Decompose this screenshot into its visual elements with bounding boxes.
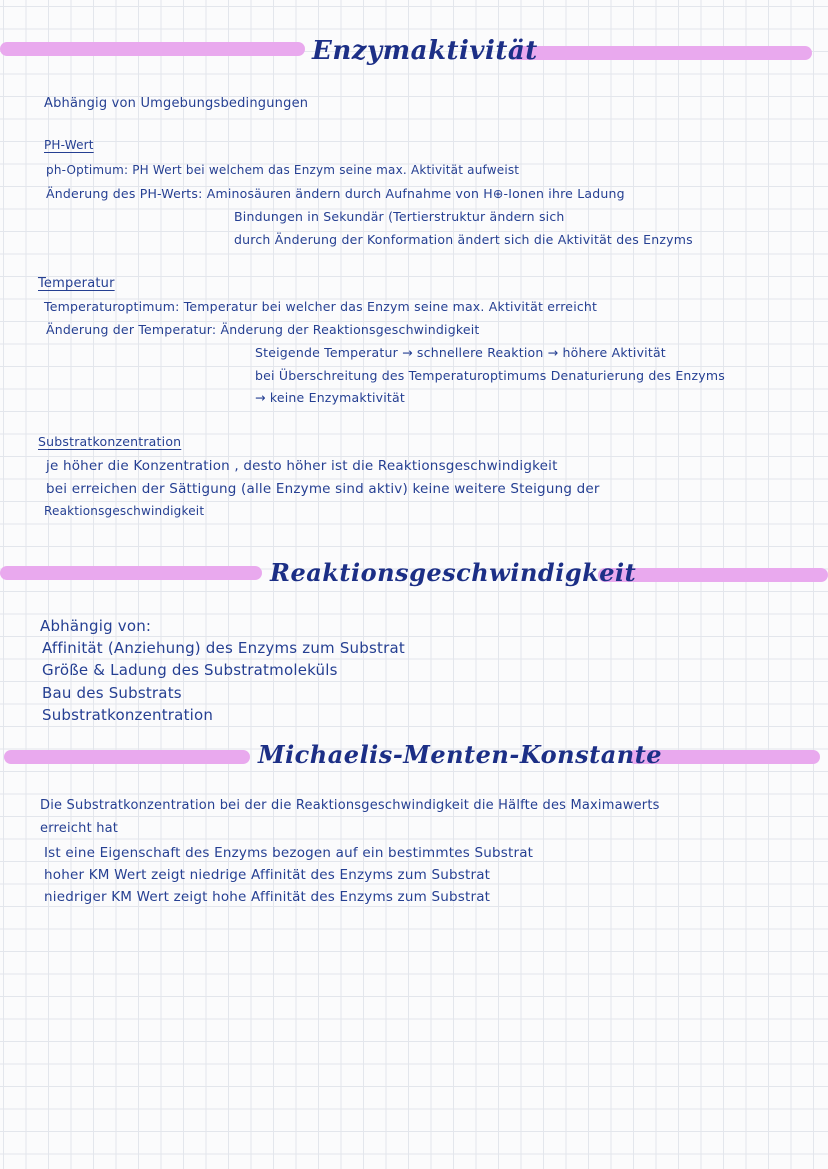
michaelis-line-3: Ist eine Eigenschaft des Enzyms bezogen auf ein bestimmtes Substrat <box>44 845 534 861</box>
ph-line-1: ph-Optimum: PH Wert bei welchem das Enzym seine max. Aktivität aufweist <box>46 163 520 177</box>
title-highlight-left <box>4 750 250 764</box>
intro-text: Abhängig von Umgebungsbedingungen <box>44 96 309 111</box>
reaktion-line-5: Substratkonzentration <box>42 706 214 724</box>
substrat-line-3: Reaktionsgeschwindigkeit <box>44 504 205 518</box>
section-title-reaktionsgeschwindigkeit: Reaktionsgeschwindigkeit <box>270 558 637 587</box>
section-title-michaelis: Michaelis-Menten-Konstante <box>258 740 663 769</box>
title-highlight-left <box>0 42 305 56</box>
title-highlight-left <box>0 566 262 580</box>
reaktion-line-3: Größe & Ladung des Substratmoleküls <box>42 661 338 679</box>
temperatur-line-1: Temperaturoptimum: Temperatur bei welcher das Enzym seine max. Aktivität erreicht <box>44 299 598 314</box>
temperatur-line-3: Steigende Temperatur → schnellere Reaktion → höhere Aktivität <box>255 345 666 360</box>
temperatur-line-2: Änderung der Temperatur: Änderung der Reaktionsgeschwindigkeit <box>46 322 480 337</box>
ph-heading: PH-Wert <box>44 138 94 152</box>
substrat-line-1: je höher die Konzentration , desto höher ist die Reaktionsgeschwindigkeit <box>46 458 558 474</box>
ph-line-3: Bindungen in Sekundär (Tertierstruktur ändern sich <box>234 209 565 224</box>
michaelis-line-5: niedriger KM Wert zeigt hohe Affinität des Enzyms zum Substrat <box>44 889 491 905</box>
temperatur-line-5: → keine Enzymaktivität <box>255 390 405 405</box>
temperatur-line-4: bei Überschreitung des Temperaturoptimums Denaturierung des Enzyms <box>255 368 725 383</box>
substrat-heading: Substratkonzentration <box>38 434 182 449</box>
reaktion-line-4: Bau des Substrats <box>42 684 182 702</box>
ph-line-2: Änderung des PH-Werts: Aminosäuren ändern durch Aufnahme von H⊕-Ionen ihre Ladung <box>46 186 625 201</box>
michaelis-line-4: hoher KM Wert zeigt niedrige Affinität des Enzyms zum Substrat <box>44 867 491 883</box>
michaelis-line-2: erreicht hat <box>40 821 119 836</box>
temperatur-heading: Temperatur <box>38 276 115 291</box>
section-title-enzymaktivitaet: Enzymaktivität <box>312 36 538 66</box>
substrat-line-2: bei erreichen der Sättigung (alle Enzyme sind aktiv) keine weitere Steigung der <box>46 481 600 497</box>
ph-line-4: durch Änderung der Konformation ändert sich die Aktivität des Enzyms <box>234 232 693 247</box>
michaelis-line-1: Die Substratkonzentration bei der die Reaktionsgeschwindigkeit die Hälfte des Maximawerts <box>40 798 660 813</box>
reaktion-line-2: Affinität (Anziehung) des Enzyms zum Substrat <box>42 639 405 657</box>
reaktion-line-1: Abhängig von: <box>40 617 152 635</box>
title-highlight-right <box>510 46 812 60</box>
